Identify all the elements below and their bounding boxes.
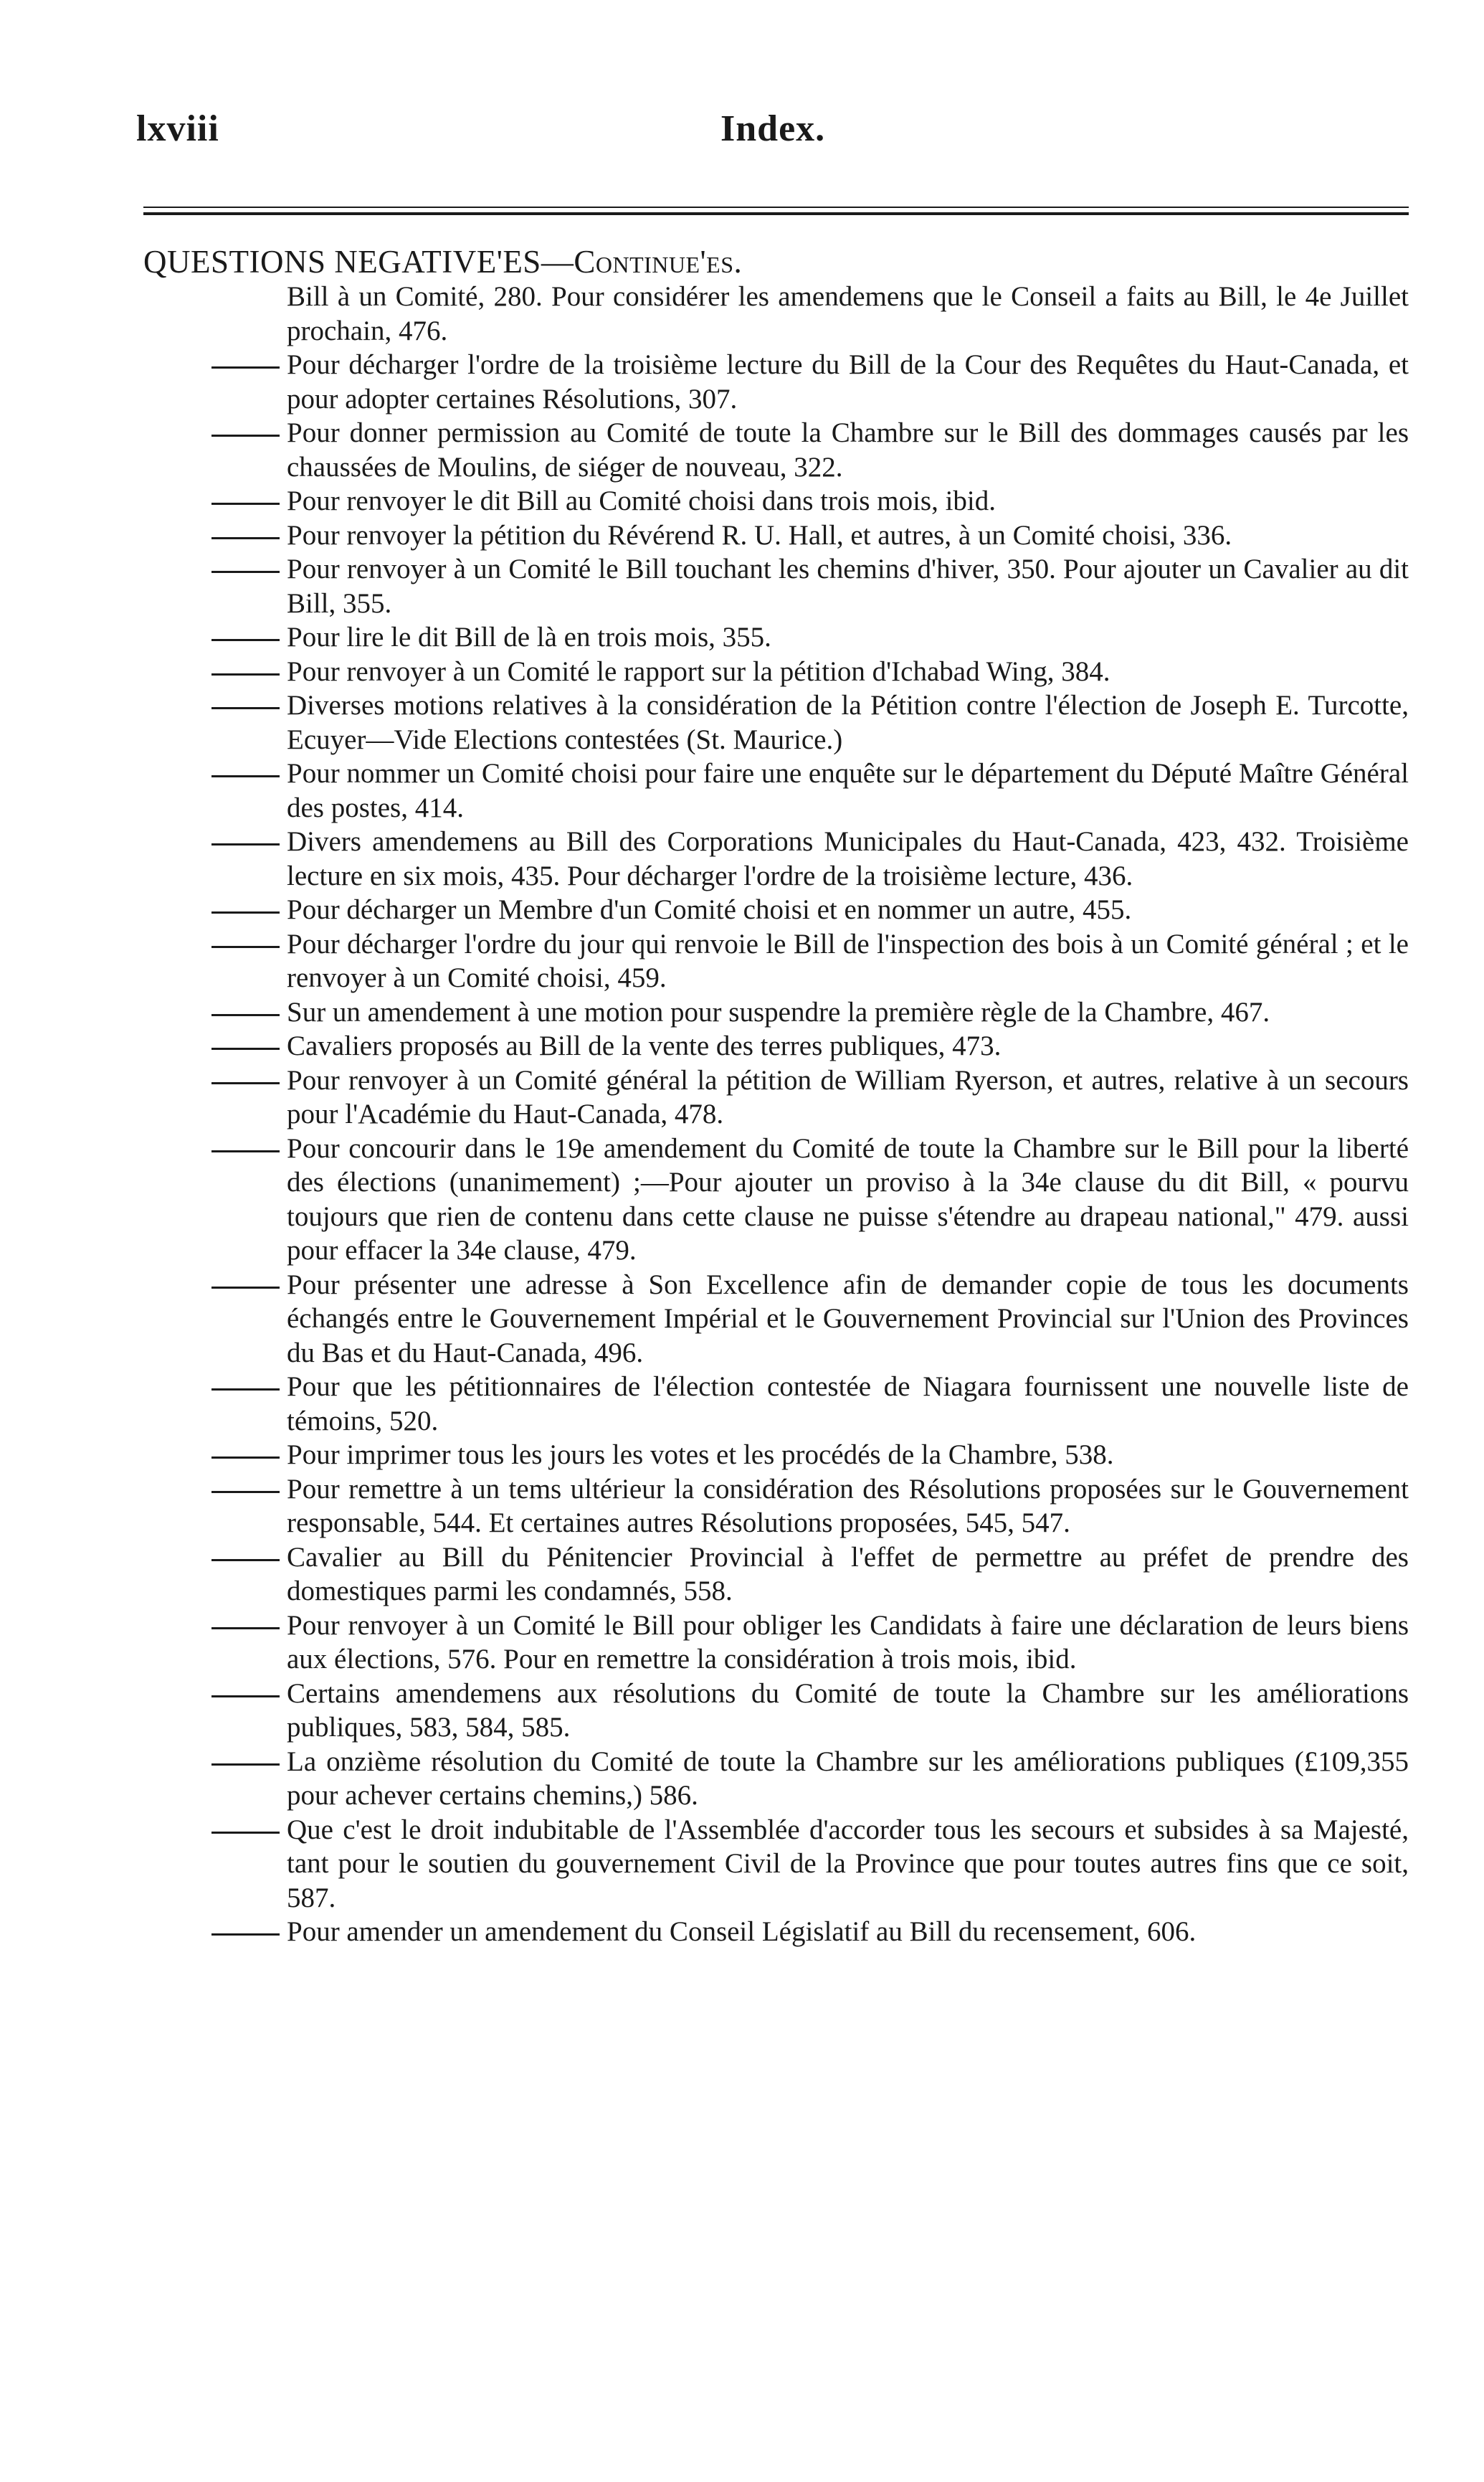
entry-text: Pour décharger un Membre d'un Comité choisi et en nommer un autre, 455. — [287, 894, 1132, 925]
running-head — [136, 108, 1405, 165]
index-entry — [143, 655, 1409, 689]
index-entry — [143, 1540, 1409, 1609]
index-entry — [143, 927, 1409, 995]
index-entries — [143, 280, 1409, 1949]
section-heading — [143, 244, 1409, 280]
index-content — [143, 244, 1409, 1949]
index-entry — [143, 995, 1409, 1030]
entry-text: Que c'est le droit indubitable de l'Assemblée d'accorder tous les secours et subsides à sa Majesté, tant pour le soutien du gouvernement Civil de la Province que pour toutes autres fins que ce soit, 587. — [287, 1814, 1409, 1913]
entry-text: Divers amendemens au Bill des Corporations Municipales du Haut-Canada, 423, 432. Troisième lecture en six mois, 435. Pour décharger l'ordre de la troisième lecture, 436. — [287, 826, 1409, 891]
index-entry — [143, 1915, 1409, 1949]
entry-text: Pour renvoyer la pétition du Révérend R. U. Hall, et autres, à un Comité choisi, 336. — [287, 519, 1232, 551]
index-entry — [143, 1370, 1409, 1438]
index-entry — [143, 1609, 1409, 1677]
index-entry — [143, 518, 1409, 553]
entry-text: La onzième résolution du Comité de toute la Chambre sur les améliorations publiques (£109,355 pour achever certains chemins,) 586. — [287, 1746, 1409, 1811]
page-number: lxviii — [136, 108, 219, 149]
index-entry — [143, 688, 1409, 757]
entry-text: Pour renvoyer à un Comité le rapport sur la pétition d'Ichabad Wing, 384. — [287, 655, 1110, 687]
entry-text: Pour renvoyer à un Comité général la pétition de William Ryerson, et autres, relative à un secours pour l'Académie du Haut-Canada, 478. — [287, 1064, 1409, 1129]
header-rule-thin — [143, 207, 1409, 208]
index-entry — [143, 1813, 1409, 1915]
entry-text: Bill à un Comité, 280. Pour considérer les amendemens que le Conseil a faits au Bill, le 4e Juillet prochain, 476. — [287, 281, 1409, 346]
index-entry — [143, 1268, 1409, 1370]
index-entry — [143, 1472, 1409, 1540]
entry-text: Pour renvoyer le dit Bill au Comité choisi dans trois mois, ibid. — [287, 485, 996, 516]
entry-text: Cavaliers proposés au Bill de la vente des terres publiques, 473. — [287, 1031, 1002, 1061]
index-entry — [143, 1132, 1409, 1268]
entry-text: Pour décharger l'ordre du jour qui renvoie le Bill de l'inspection des bois à un Comité général ; et le renvoyer à un Comité choisi, 459. — [287, 928, 1409, 993]
index-entry — [143, 552, 1409, 620]
entry-text: Pour amender un amendement du Conseil Législatif au Bill du recensement, 606. — [287, 1916, 1197, 1947]
index-entry — [143, 825, 1409, 893]
index-entry — [143, 1064, 1409, 1132]
entry-text: Certains amendemens aux résolutions du Comité de toute la Chambre sur les améliorations publiques, 583, 584, 585. — [287, 1677, 1409, 1743]
index-entry — [143, 1438, 1409, 1472]
index-entry — [143, 620, 1409, 655]
entry-text: Pour nommer un Comité choisi pour faire une enquête sur le département du Député Maître Général des postes, 414. — [287, 758, 1409, 823]
entry-text: Pour concourir dans le 19e amendement du Comité de toute la Chambre sur le Bill pour la liberté des élections (unanimement) ;—Pour ajouter un proviso à la 34e clause du dit Bill, « pourvu toujours que rien de contenu dans cette clause ne puisse s'étendre au drapeau national," 479. aussi pour effacer la 34e clause, 479. — [287, 1132, 1409, 1266]
entry-text: Pour lire le dit Bill de là en trois mois, 355. — [287, 622, 771, 653]
index-entry — [143, 1029, 1409, 1064]
index-entry — [143, 1745, 1409, 1813]
header-rule-thick — [143, 212, 1409, 215]
entry-text: Cavalier au Bill du Pénitencier Provincial à l'effet de permettre au préfet de prendre des domestiques parmi les condamnés, 558. — [287, 1541, 1409, 1606]
entry-text: Pour présenter une adresse à Son Excellence afin de demander copie de tous les documents échangés entre le Gouvernement Impérial et le Gouvernement Provincial sur l'Union des Provinces du Bas et du Haut-Canada, 496. — [287, 1269, 1409, 1368]
entry-text: Sur un amendement à une motion pour suspendre la première règle de la Chambre, 467. — [287, 996, 1270, 1028]
entry-text: Diverses motions relatives à la considération de la Pétition contre l'élection de Joseph E. Turcotte, Ecuyer—Vide Elections contestées (St. Maurice.) — [287, 690, 1409, 755]
section-heading-main: QUESTIONS NEGATIVE'ES— — [143, 244, 574, 280]
index-entry — [143, 484, 1409, 518]
entry-text: Pour imprimer tous les jours les votes et les procédés de la Chambre, 538. — [287, 1439, 1114, 1470]
entry-text: Pour remettre à un tems ultérieur la considération des Résolutions proposées sur le Gouvernement responsable, 544. Et certaines autres Résolutions proposées, 545, 547. — [287, 1473, 1409, 1538]
index-entry — [143, 348, 1409, 416]
entry-text: Pour donner permission au Comité de toute la Chambre sur le Bill des dommages causés par les chaussées de Moulins, de siéger de nouveau, 322. — [287, 417, 1409, 483]
index-entry — [143, 893, 1409, 927]
index-entry — [143, 757, 1409, 825]
entry-text: Pour renvoyer à un Comité le Bill touchant les chemins d'hiver, 350. Pour ajouter un Cavalier au dit Bill, 355. — [287, 554, 1409, 619]
index-entry — [143, 280, 1409, 348]
entry-text: Pour renvoyer à un Comité le Bill pour obliger les Candidats à faire une déclaration de leurs biens aux élections, 576. Pour en remettre la considération à trois mois, ibid. — [287, 1609, 1409, 1675]
entry-text: Pour que les pétitionnaires de l'élection contestée de Niagara fournissent une nouvelle liste de témoins, 520. — [287, 1371, 1409, 1436]
index-entry — [143, 416, 1409, 484]
entry-text: Pour décharger l'ordre de la troisième lecture du Bill de la Cour des Requêtes du Haut-Canada, et pour adopter certaines Résolutions, 307. — [287, 349, 1409, 415]
section-heading-continued: Continue'es. — [574, 244, 743, 280]
running-title: Index. — [720, 108, 826, 149]
index-entry — [143, 1677, 1409, 1745]
